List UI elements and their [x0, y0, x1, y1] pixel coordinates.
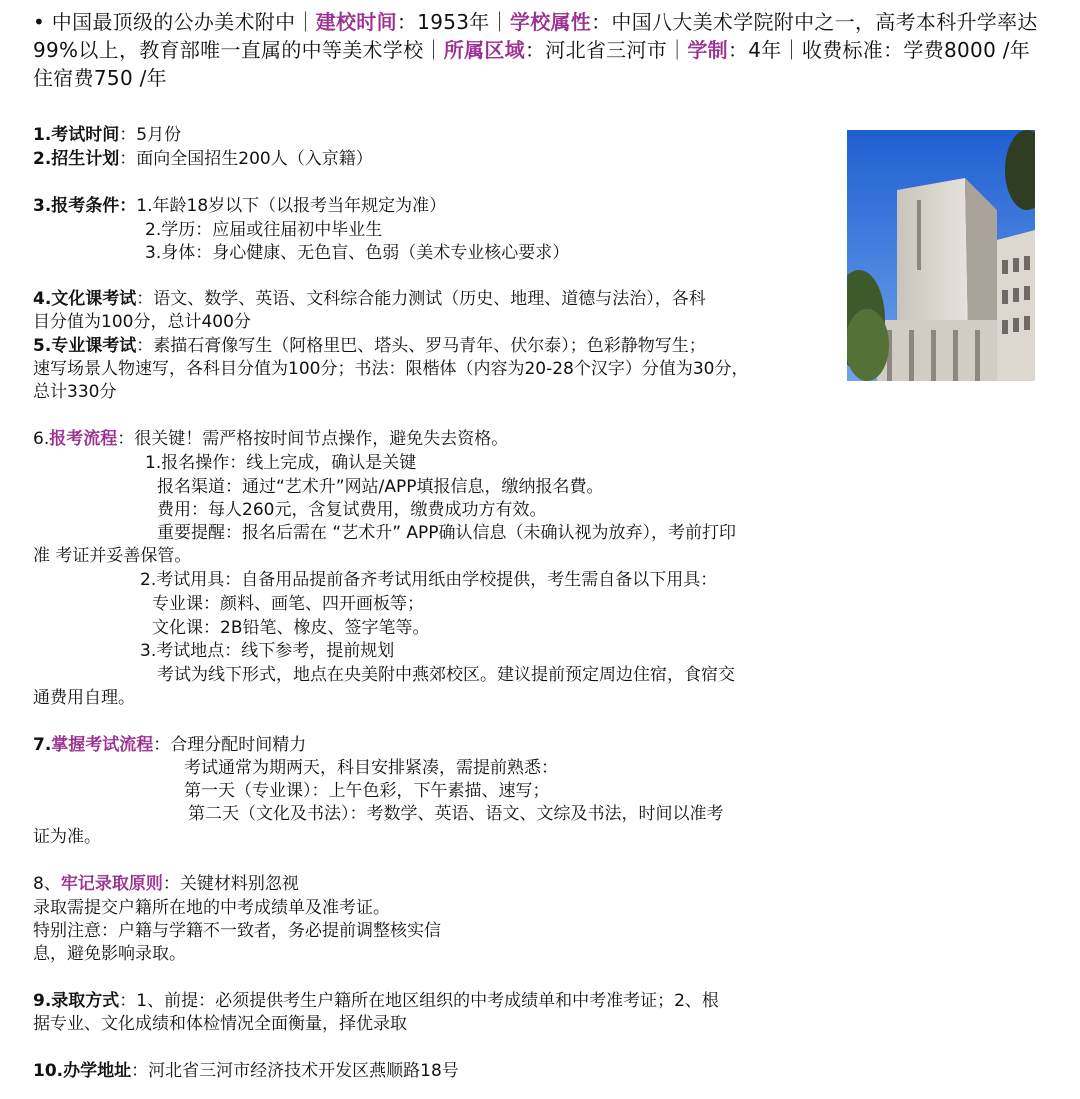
school-building-image — [847, 130, 1035, 381]
enrollment-plan-label: 招生计划 — [51, 149, 120, 169]
requirement-health: 3.身体：身心健康、无色盲、色弱（美术专业核心要求） — [145, 243, 570, 263]
region-value: ：河北省三河市｜ — [524, 38, 688, 62]
culture-exam-scores: 目分值为100分，总计400分 — [33, 312, 251, 332]
exam-flow-day-2-cont: 证为准。 — [33, 827, 101, 847]
exam-flow-intro: ：合理分配时间精力 — [153, 735, 307, 755]
enrollment-plan-value: ：面向全国招生200人（入京籍） — [119, 149, 373, 169]
registration-fee: 费用：每人260元，含复试费用，缴费成功方有效。 — [157, 500, 547, 520]
culture-exam-item — [33, 288, 706, 311]
registration-step-1: 1.报名操作：线上完成，确认是关键 — [145, 453, 417, 473]
culture-exam-label: 文化课考试 — [51, 289, 137, 309]
bullet-icon: • — [33, 10, 46, 34]
admission-note: 特别注意：户籍与学籍不一致者，务必提前调整核实信 — [33, 921, 441, 941]
item-number: 5. — [33, 336, 52, 356]
item-number: 4. — [33, 289, 52, 309]
school-type-value: ：中国八大美术学院附中之一，高考本科升学率达99%以上，教育部唯一直属的中等美术学校｜ — [33, 10, 1038, 62]
culture-exam-subjects: ：语文、数学、英语、文科综合能力测试（历史、地理、道德与法治），各科 — [136, 289, 706, 309]
registration-channel: 报名渠道：通过“艺术升”网站/APP填报信息，缴纳报名費。 — [157, 477, 604, 497]
item-number: 6. — [33, 429, 50, 449]
enrollment-plan-item — [33, 148, 373, 171]
school-building-photo — [847, 130, 1035, 381]
exam-flow-day-2: 第二天（文化及书法）：考数学、英语、语文、文综及书法，时间以准考 — [188, 804, 724, 824]
item-number: 9. — [33, 991, 52, 1011]
exam-location-detail: 考试为线下形式，地点在央美附中燕郊校区。建议提前预定周边住宿，食宿交 — [157, 665, 735, 685]
exam-location-detail-cont: 通费用自理。 — [33, 688, 135, 708]
intro-lead: 中国最顶级的公办美术附中｜ — [51, 10, 316, 34]
item-number: 2. — [33, 149, 52, 169]
exam-flow-item — [33, 734, 306, 757]
major-exam-subjects: ：素描石膏像写生（阿格里巴、塔头、罗马青年、伏尔泰）；色彩静物写生； — [136, 336, 706, 356]
exam-time-label: 考试时间 — [51, 125, 120, 145]
requirement-education: 2.学历：应届或往届初中毕业生 — [145, 220, 383, 240]
exam-time-value: ：5月份 — [119, 125, 182, 145]
founding-label: 建校时间 — [315, 10, 397, 34]
exam-flow-overview: 考试通常为期两天，科目安排紧凑，需提前熟悉： — [184, 758, 558, 778]
item-number: 1. — [33, 125, 52, 145]
admission-method-item — [33, 990, 719, 1013]
registration-reminder-cont: 准 考证并妥善保管。 — [33, 546, 192, 566]
item-number: 8、 — [33, 874, 61, 894]
school-type-label: 学校属性 — [509, 10, 592, 34]
school-address-item — [33, 1060, 459, 1083]
admission-materials: 录取需提交户籍所在地的中考成绩单及准考证。 — [33, 898, 390, 918]
intro-paragraph — [33, 8, 1048, 92]
requirements-label: 报考条件： — [51, 196, 137, 216]
exam-flow-label: 掌握考试流程 — [51, 735, 154, 755]
exam-tools-major: 专业课：颜料、画笔、四开画板等； — [152, 594, 424, 614]
registration-process-intro: ：很关键！需严格按时间节点操作，避免失去资格。 — [117, 429, 509, 449]
school-address-value: ：河北省三河市经济技术开发区燕顺路18号 — [131, 1061, 459, 1081]
admission-method-premise: ：1、前提：必须提供考生户籍所在地区组织的中考成绩单和中考准考证；2、根 — [119, 991, 719, 1011]
admission-principle-intro: ：关键材料别忽视 — [162, 874, 299, 894]
major-exam-label: 专业课考试 — [51, 336, 137, 356]
exam-tools-culture: 文化课：2B铅笔、橡皮、签字笔等。 — [152, 618, 430, 638]
exam-tools-step: 2.考试用具：自备用品提前备齐考试用纸由学校提供，考生需自备以下用具： — [140, 570, 718, 590]
major-exam-total: 总计330分 — [33, 382, 117, 402]
admission-principle-label: 牢记录取原则 — [60, 874, 163, 894]
exam-flow-day-1: 第一天（专业课）：上午色彩，下午素描、速写； — [184, 781, 550, 801]
item-number: 10. — [33, 1061, 64, 1081]
founding-value: ：1953年｜ — [396, 10, 510, 34]
admission-note-cont: 息，避免影响录取。 — [33, 944, 186, 964]
registration-reminder: 重要提醒：报名后需在 “艺术升” APP确认信息（未确认视为放弃），考前打印 — [157, 523, 737, 543]
exam-time-item — [33, 124, 181, 147]
item-number: 3. — [33, 196, 52, 216]
exam-location-step: 3.考试地点：线下参考，提前规划 — [140, 641, 395, 661]
registration-process-item — [33, 428, 508, 451]
region-label: 所属区域 — [443, 38, 525, 62]
item-number: 7. — [33, 735, 52, 755]
duration-fee-value: ：4年｜收费标准：学费8000 /年 住宿费750 /年 — [33, 38, 1031, 90]
registration-process-label: 报考流程 — [49, 429, 118, 449]
duration-label: 学制 — [687, 38, 728, 62]
major-exam-details: 速写场景人物速写，各科目分值为100分；书法：限楷体（内容为20-28个汉字）分值为30分， — [33, 359, 749, 379]
admission-method-criteria: 据专业、文化成绩和体检情况全面衡量，择优录取 — [33, 1014, 407, 1034]
admission-principle-item — [33, 873, 299, 896]
admission-method-label: 录取方式 — [51, 991, 120, 1011]
requirement-age: 1.年龄18岁以下（以报考当年规定为准） — [136, 196, 447, 216]
requirements-item — [33, 195, 446, 218]
major-exam-item — [33, 335, 706, 358]
school-address-label: 办学地址 — [63, 1061, 132, 1081]
